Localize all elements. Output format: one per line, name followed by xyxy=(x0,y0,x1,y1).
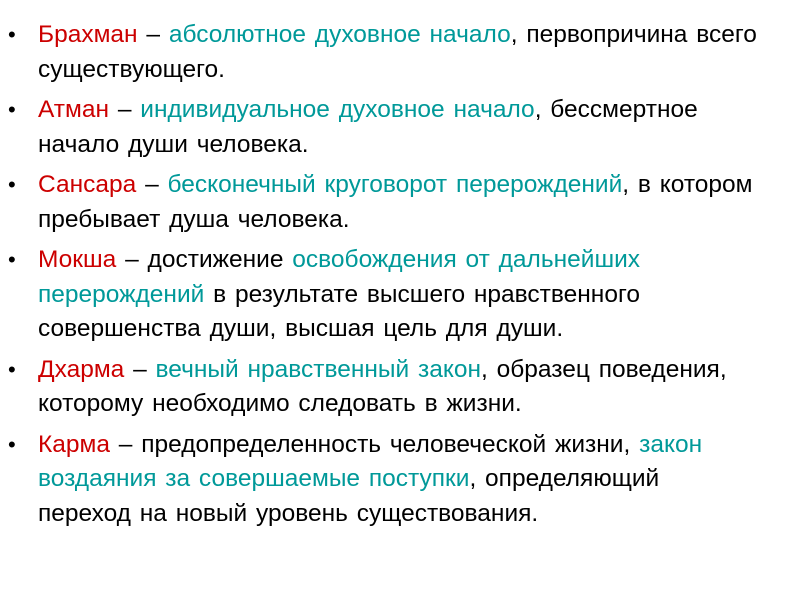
definition-highlight: индивидуальное духовное начало xyxy=(140,96,535,123)
definition-highlight: вечный нравственный закон xyxy=(155,355,482,383)
term-samsara: Сансара xyxy=(38,171,137,198)
definition-text: , образец поведения, которому необходимо следовать в жизни. xyxy=(38,355,727,417)
definition-highlight: абсолютное духовное начало xyxy=(168,21,511,48)
slide-content xyxy=(0,18,800,578)
term-brahman: Брахман xyxy=(38,21,138,48)
list-item-atman xyxy=(8,93,760,162)
definition-text: , бессмертное начало души человека. xyxy=(38,96,698,158)
term-karma: Карма xyxy=(38,430,110,458)
term-atman: Атман xyxy=(38,96,110,123)
definition-text: , определяющий переход на новый уровень существования. xyxy=(38,465,660,527)
definition-highlight: освобождения от дальнейших перерождений xyxy=(38,246,641,308)
bullet-icon: • xyxy=(8,247,16,272)
bullet-icon: • xyxy=(8,22,16,47)
list-item-karma xyxy=(8,428,760,532)
definition-highlight: закон воздаяния за совершаемые поступки xyxy=(38,430,703,492)
list-item-dharma xyxy=(8,353,760,422)
term-dharma: Дхарма xyxy=(38,355,125,383)
definition-highlight: бесконечный круговорот перерождений xyxy=(167,171,623,198)
bullet-icon: • xyxy=(8,356,16,382)
bullet-icon: • xyxy=(8,172,16,197)
definition-text: , первопричина всего существующего. xyxy=(38,21,757,83)
definitions-list xyxy=(0,18,800,531)
definition-text: – предопределенность человеческой жизни, xyxy=(110,430,640,458)
dash-separator: – xyxy=(136,171,168,198)
dash-separator: – xyxy=(137,21,169,48)
bullet-icon: • xyxy=(8,431,16,457)
dash-separator: – xyxy=(124,355,156,383)
list-item-brahman xyxy=(8,18,760,87)
list-item-moksha xyxy=(8,243,760,347)
term-moksha: Мокша xyxy=(38,246,117,273)
definition-text: – достижение xyxy=(116,246,293,273)
list-item-samsara xyxy=(8,168,760,237)
definition-text: , в котором пребывает душа человека. xyxy=(38,171,753,233)
definition-text: в результате высшего нравственного совершенства души, высшая цель для души. xyxy=(38,280,640,342)
dash-separator: – xyxy=(109,96,141,123)
bullet-icon: • xyxy=(8,97,16,122)
